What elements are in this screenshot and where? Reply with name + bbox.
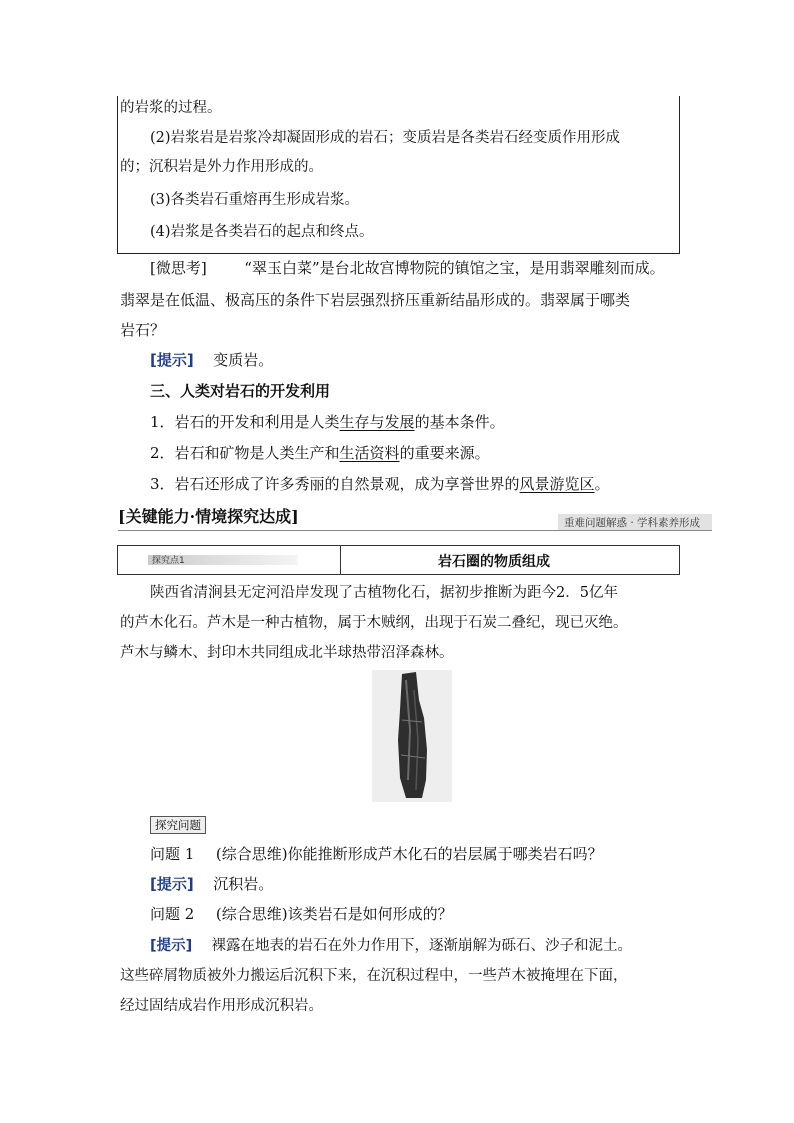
key-ability-badge xyxy=(558,514,712,530)
explore-point-bar xyxy=(117,545,680,575)
hint-label: [提示] xyxy=(150,351,194,369)
item1-text: 1．岩石的开发和利用是人类 xyxy=(150,413,340,431)
answer-2-line-3: 经过固结成岩作用形成沉积岩。 xyxy=(120,998,323,1014)
answer-1-label: [提示] xyxy=(150,875,194,893)
item1-tail: 的基本条件。 xyxy=(414,413,505,431)
reed-fossil-image xyxy=(372,670,452,802)
micro-think-line-3: 岩石？ xyxy=(120,321,166,339)
answer-2-line-1: 裸露在地表的岩石在外力作用下，逐渐崩解为砾石、沙子和泥土。 xyxy=(211,938,632,954)
answer-1-text: 沉积岩。 xyxy=(213,875,274,893)
answer-2-line-2: 这些碎屑物质被外力搬运后沉积下来，在沉积过程中，一些芦木被掩埋在下面， xyxy=(120,968,628,984)
key-ability-underline xyxy=(118,530,712,531)
question-2 xyxy=(150,904,453,924)
item1-underline: 生存与发展 xyxy=(339,413,415,431)
micro-think-line-2: 翡翠是在低温、极高压的条件下岩层强烈挤压重新结晶形成的。翡翠属于哪类 xyxy=(120,291,631,309)
answer-2-label: [提示] xyxy=(150,938,193,954)
hint-text: 变质岩。 xyxy=(213,351,274,369)
section3-item-2 xyxy=(150,443,490,463)
question-1 xyxy=(150,844,603,864)
section3-item-3 xyxy=(150,474,610,494)
question-2-label: 问题 2 xyxy=(150,905,195,923)
explore-point-tag: 探究点1 xyxy=(152,556,185,566)
explore-point-divider xyxy=(340,546,341,574)
micro-think-hint xyxy=(150,350,273,370)
answer-2 xyxy=(150,936,632,956)
micro-think-line-1: “翠玉白菜”是台北故宫博物院的镇馆之宝，是用翡翠雕刻而成。 xyxy=(244,259,665,277)
reed-fossil-photo xyxy=(372,670,452,802)
passage-line-2: 的芦木化石。芦木是一种古植物，属于木贼纲，出现于石炭二叠纪，现已灭绝。 xyxy=(120,615,628,631)
item3-text: 3．岩石还形成了许多秀丽的自然景观，成为享誉世界的 xyxy=(150,475,520,493)
item3-underline: 风景游览区 xyxy=(519,475,595,493)
item3-tail: 。 xyxy=(594,475,610,493)
summary-line-1: 的岩浆的过程。 xyxy=(120,100,222,116)
summary-line-5: (4)岩浆是各类岩石的起点和终点。 xyxy=(150,224,374,240)
item2-tail: 的重要来源。 xyxy=(399,444,490,462)
item2-text: 2．岩石和矿物是人类生产和 xyxy=(150,444,340,462)
item2-underline: 生活资料 xyxy=(339,444,400,462)
explore-questions-tag: 探究问题 xyxy=(150,816,206,834)
summary-line-4: (3)各类岩石重熔再生形成岩浆。 xyxy=(150,192,360,208)
question-1-label: 问题 1 xyxy=(150,845,195,863)
summary-line-3: 的；沉积岩是外力作用形成的。 xyxy=(120,159,323,175)
key-ability-badge-text: 重难问题解惑 · 学科素养形成 xyxy=(564,517,701,529)
passage-line-1: 陕西省清涧县无定河沿岸发现了古植物化石，据初步推断为距今2．5亿年 xyxy=(150,585,618,601)
section3-item-1 xyxy=(150,412,505,432)
answer-1 xyxy=(150,874,273,894)
micro-think-row xyxy=(150,258,665,278)
summary-line-2: (2)岩浆岩是岩浆冷却凝固形成的岩石；变质岩是各类岩石经变质作用形成 xyxy=(150,130,621,146)
passage-line-3: 芦木与鳞木、封印木共同组成北半球热带沼泽森林。 xyxy=(120,645,454,661)
section3-heading: 三、人类对岩石的开发利用 xyxy=(150,382,331,400)
question-1-text: (综合思维)你能推断形成芦木化石的岩层属于哪类岩石吗？ xyxy=(215,845,603,863)
explore-point-title: 岩石圈的物质组成 xyxy=(438,554,550,570)
question-2-text: (综合思维)该类岩石是如何形成的？ xyxy=(215,905,453,923)
micro-think-label: [微思考] xyxy=(150,259,207,277)
key-ability-title: [关键能力·情境探究达成] xyxy=(118,507,299,526)
